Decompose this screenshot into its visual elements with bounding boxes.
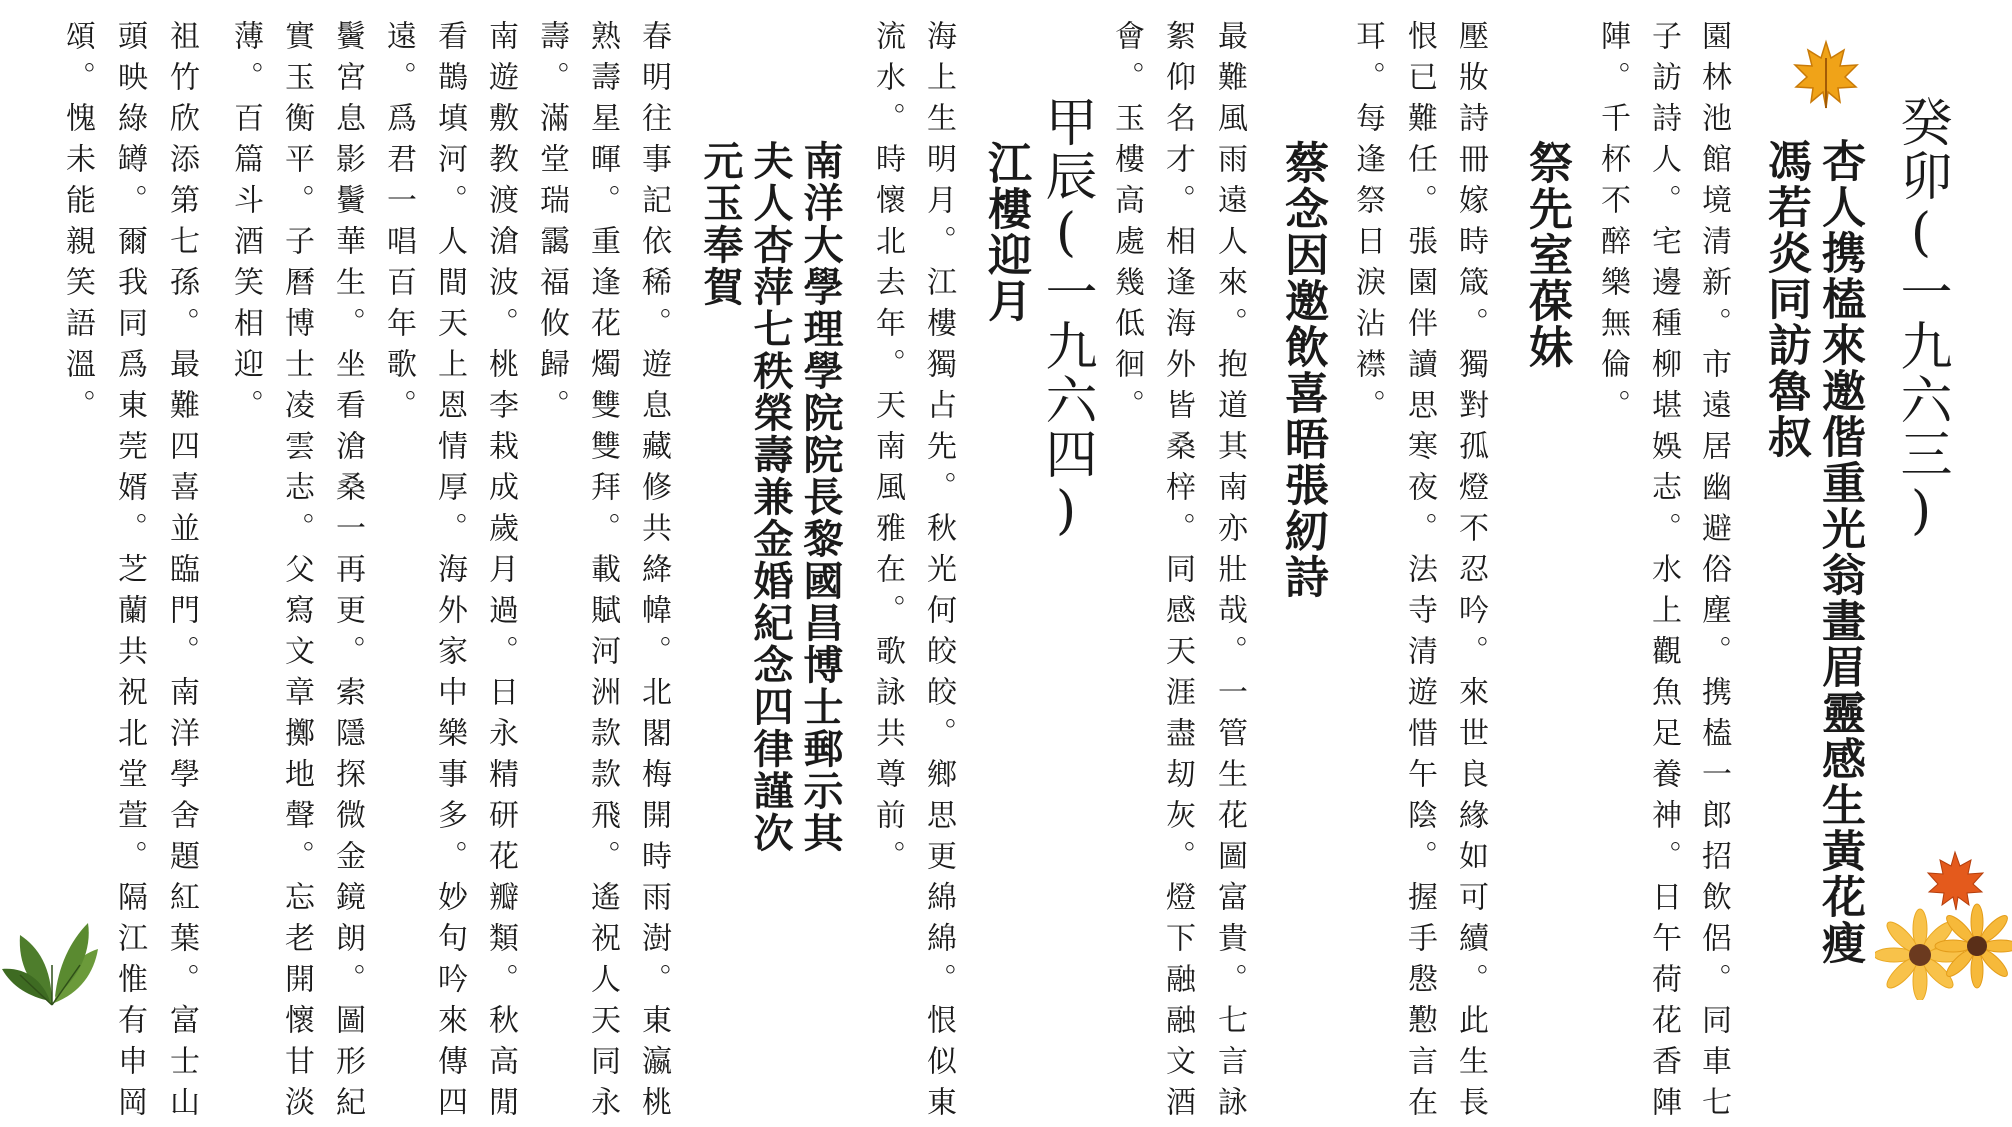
- poem-line: 看鵲填河。人間天上恩情厚。海外家中樂事多。妙句吟來傳四: [432, 20, 467, 1127]
- poem-line: 鬢宮息影鬢華生。坐看滄桑一再更。索隱探微金鏡朗。圖形紀: [330, 20, 365, 1127]
- poem-title: 祭先室葆妹: [1521, 140, 1572, 370]
- poem-line: 會。玉樓高處幾低徊。: [1109, 20, 1144, 430]
- poem-line: 實玉衡平。子曆博士凌雲志。父寫文章擲地聲。忘老開懷甘淡: [279, 20, 314, 1127]
- poem-line: 壓妝詩冊嫁時箴。獨對孤燈不忍吟。來世良緣如可續。此生長: [1453, 20, 1488, 1127]
- poem-line: 海上生明月。江樓獨占先。秋光何皎皎。鄉思更綿綿。恨似東: [921, 20, 956, 1127]
- poem-line: 子訪詩人。宅邊種柳堪娛志。水上觀魚足養神。日午荷花香陣: [1646, 20, 1681, 1127]
- poem-title: 蔡念因邀飲喜晤張紉詩: [1277, 140, 1328, 600]
- poem-line: 園林池館境清新。市遠居幽避俗塵。携榼一郎招飲侶。同車七: [1696, 20, 1731, 1127]
- poem-line: 祖竹欣添第七孫。最難四喜並臨門。南洋學舍題紅葉。富士山: [164, 20, 199, 1127]
- poem-title: 南洋大學理學院院長黎國昌博士郵示其: [797, 140, 844, 854]
- poem-line: 陣。千杯不醉樂無倫。: [1595, 20, 1630, 430]
- poem-title: 杏人携榼來邀偕重光翁畫眉靈感生黃花瘦: [1814, 138, 1865, 966]
- poem-line: 薄。百篇斗酒笑相迎。: [228, 20, 263, 430]
- poem-title: 江樓迎月: [980, 140, 1031, 324]
- era-heading-1963: 癸卯(一九六三): [1891, 95, 1951, 543]
- poem-line: 春明往事記依稀。遊息藏修共絳幃。北閣梅開時雨澍。東瀛桃: [636, 20, 671, 1127]
- poem-line: 流水。時懷北去年。天南風雅在。歌詠共尊前。: [870, 20, 905, 881]
- poem-line: 熟壽星暉。重逢花燭雙雙拜。載賦河洲款款飛。遙祝人天同永: [585, 20, 620, 1127]
- poem-subtitle: 馮若炎同訪魯叔: [1760, 138, 1811, 460]
- poem-line: 南遊敷教渡滄波。桃李栽成歲月過。日永精研花瓣類。秋高閒: [483, 20, 518, 1127]
- poem-line: 恨已難任。張園伴讀思寒夜。法寺清遊惜午陰。握手慇懃言在: [1402, 20, 1437, 1127]
- maple-leaf-and-daisies-icon: [1875, 850, 2012, 1000]
- poem-line: 最難風雨遠人來。抱道其南亦壯哉。一管生花圖富貴。七言詠: [1212, 20, 1247, 1127]
- green-leaves-icon: [0, 905, 105, 1013]
- poem-line: 耳。每逢祭日淚沾襟。: [1350, 20, 1385, 430]
- maple-leaf-icon: [1790, 38, 1862, 112]
- poem-line: 絮仰名才。相逢海外皆桑梓。同感天涯盡刧灰。燈下融融文酒: [1160, 20, 1195, 1127]
- poem-line: 頌。愧未能親笑語溫。: [60, 20, 95, 430]
- poem-title: 元玉奉賀: [697, 140, 744, 308]
- era-heading-1964: 甲辰(一九六四): [1036, 95, 1096, 543]
- poem-title: 夫人杏萍七秩榮壽兼金婚紀念四律謹次: [747, 140, 794, 854]
- poem-line: 壽。滿堂瑞靄福攸歸。: [534, 20, 569, 430]
- poem-line: 頭映綠罇。爾我同爲東莞婿。芝蘭共祝北堂萱。隔江惟有申岡: [112, 20, 147, 1127]
- poem-line: 遠。爲君一唱百年歌。: [381, 20, 416, 430]
